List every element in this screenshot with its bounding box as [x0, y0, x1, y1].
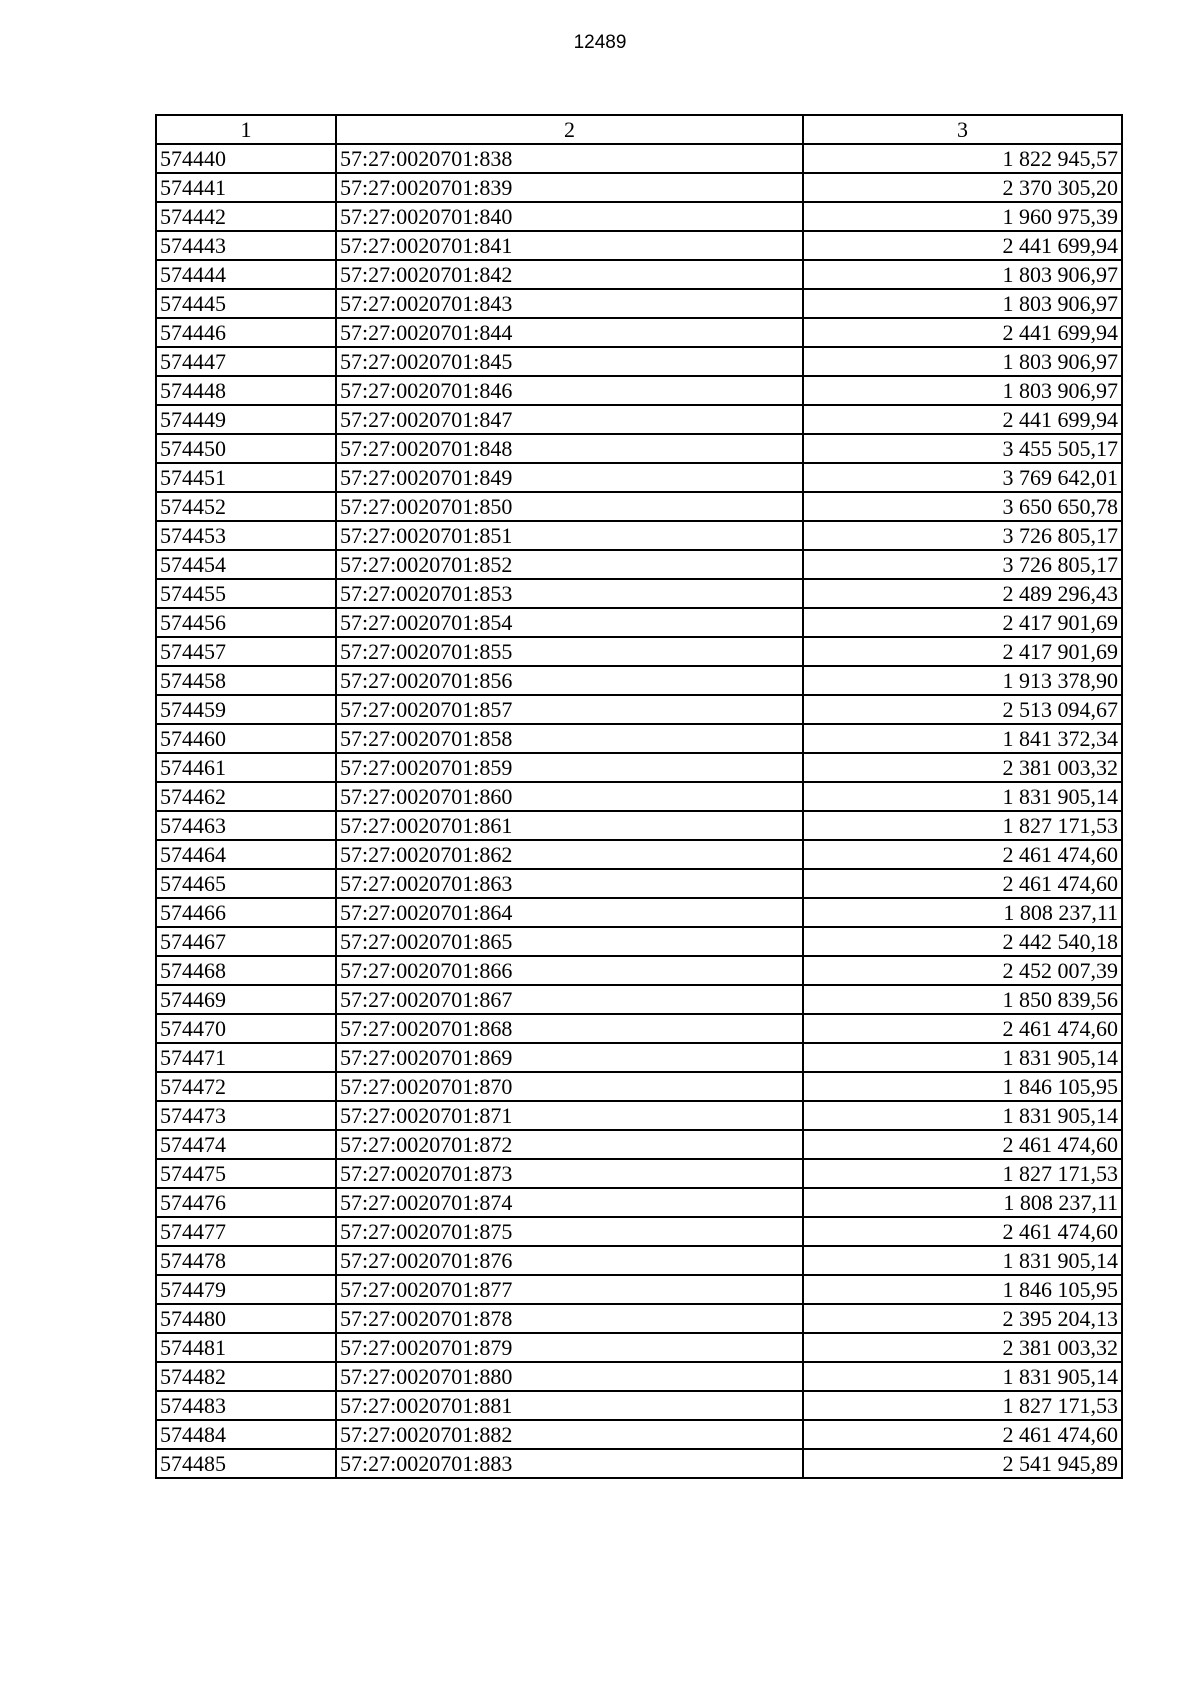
cadastral-number-cell: 57:27:0020701:870: [336, 1072, 803, 1101]
cadastral-number-cell: 57:27:0020701:869: [336, 1043, 803, 1072]
record-number-cell: 574459: [156, 695, 336, 724]
value-cell: 1 803 906,97: [803, 376, 1122, 405]
table-row: [156, 1072, 1122, 1101]
value-cell: 1 960 975,39: [803, 202, 1122, 231]
table-row: [156, 231, 1122, 260]
value-cell: 1 831 905,14: [803, 782, 1122, 811]
table-row: [156, 347, 1122, 376]
table-row: [156, 260, 1122, 289]
cadastral-number-cell: 57:27:0020701:865: [336, 927, 803, 956]
cadastral-number-cell: 57:27:0020701:863: [336, 869, 803, 898]
record-number-cell: 574441: [156, 173, 336, 202]
table-row: [156, 405, 1122, 434]
table-row: [156, 376, 1122, 405]
cadastral-number-cell: 57:27:0020701:842: [336, 260, 803, 289]
table-row: [156, 289, 1122, 318]
record-number-cell: 574471: [156, 1043, 336, 1072]
value-cell: 2 489 296,43: [803, 579, 1122, 608]
cadastral-number-cell: 57:27:0020701:860: [336, 782, 803, 811]
cadastral-number-cell: 57:27:0020701:868: [336, 1014, 803, 1043]
table-row: [156, 898, 1122, 927]
cadastral-number-cell: 57:27:0020701:882: [336, 1420, 803, 1449]
record-number-cell: 574482: [156, 1362, 336, 1391]
cadastral-number-cell: 57:27:0020701:878: [336, 1304, 803, 1333]
cadastral-number-cell: 57:27:0020701:880: [336, 1362, 803, 1391]
value-cell: 2 381 003,32: [803, 753, 1122, 782]
value-cell: 2 417 901,69: [803, 608, 1122, 637]
record-number-cell: 574473: [156, 1101, 336, 1130]
value-cell: 3 769 642,01: [803, 463, 1122, 492]
column-header-1: 1: [156, 115, 336, 144]
table-row: [156, 434, 1122, 463]
record-number-cell: 574483: [156, 1391, 336, 1420]
table-row: [156, 579, 1122, 608]
value-cell: 2 513 094,67: [803, 695, 1122, 724]
record-number-cell: 574453: [156, 521, 336, 550]
cadastral-number-cell: 57:27:0020701:877: [336, 1275, 803, 1304]
value-cell: 1 841 372,34: [803, 724, 1122, 753]
record-number-cell: 574451: [156, 463, 336, 492]
table-row: [156, 985, 1122, 1014]
record-number-cell: 574474: [156, 1130, 336, 1159]
column-header-3: 3: [803, 115, 1122, 144]
value-cell: 3 726 805,17: [803, 521, 1122, 550]
cadastral-number-cell: 57:27:0020701:864: [336, 898, 803, 927]
record-number-cell: 574484: [156, 1420, 336, 1449]
cadastral-number-cell: 57:27:0020701:861: [336, 811, 803, 840]
table-row: [156, 637, 1122, 666]
value-cell: 2 417 901,69: [803, 637, 1122, 666]
value-cell: 2 395 204,13: [803, 1304, 1122, 1333]
table-row: [156, 1420, 1122, 1449]
value-cell: 2 381 003,32: [803, 1333, 1122, 1362]
record-number-cell: 574455: [156, 579, 336, 608]
record-number-cell: 574450: [156, 434, 336, 463]
value-cell: 1 808 237,11: [803, 898, 1122, 927]
cadastral-number-cell: 57:27:0020701:873: [336, 1159, 803, 1188]
table-row: [156, 1304, 1122, 1333]
cadastral-number-cell: 57:27:0020701:857: [336, 695, 803, 724]
record-number-cell: 574468: [156, 956, 336, 985]
table-row: [156, 144, 1122, 173]
table-row: [156, 1391, 1122, 1420]
record-number-cell: 574443: [156, 231, 336, 260]
table-row: [156, 1217, 1122, 1246]
cadastral-number-cell: 57:27:0020701:875: [336, 1217, 803, 1246]
value-cell: 2 461 474,60: [803, 1014, 1122, 1043]
record-number-cell: 574464: [156, 840, 336, 869]
value-cell: 1 846 105,95: [803, 1275, 1122, 1304]
cadastral-number-cell: 57:27:0020701:846: [336, 376, 803, 405]
value-cell: 2 370 305,20: [803, 173, 1122, 202]
table-row: [156, 550, 1122, 579]
cadastral-number-cell: 57:27:0020701:879: [336, 1333, 803, 1362]
table-row: [156, 1333, 1122, 1362]
value-cell: 3 650 650,78: [803, 492, 1122, 521]
record-number-cell: 574457: [156, 637, 336, 666]
table-row: [156, 202, 1122, 231]
registry-table: [155, 114, 1123, 1479]
cadastral-number-cell: 57:27:0020701:856: [336, 666, 803, 695]
record-number-cell: 574454: [156, 550, 336, 579]
table-row: [156, 666, 1122, 695]
table-row: [156, 1275, 1122, 1304]
table-row: [156, 1159, 1122, 1188]
value-cell: 2 441 699,94: [803, 231, 1122, 260]
table-row: [156, 492, 1122, 521]
value-cell: 2 461 474,60: [803, 840, 1122, 869]
cadastral-number-cell: 57:27:0020701:866: [336, 956, 803, 985]
value-cell: 1 803 906,97: [803, 260, 1122, 289]
cadastral-number-cell: 57:27:0020701:845: [336, 347, 803, 376]
value-cell: 1 808 237,11: [803, 1188, 1122, 1217]
cadastral-number-cell: 57:27:0020701:881: [336, 1391, 803, 1420]
table-row: [156, 927, 1122, 956]
value-cell: 1 831 905,14: [803, 1043, 1122, 1072]
value-cell: 2 441 699,94: [803, 405, 1122, 434]
record-number-cell: 574458: [156, 666, 336, 695]
record-number-cell: 574460: [156, 724, 336, 753]
record-number-cell: 574481: [156, 1333, 336, 1362]
table-row: [156, 1130, 1122, 1159]
table-row: [156, 1449, 1122, 1478]
value-cell: 1 846 105,95: [803, 1072, 1122, 1101]
table-row: [156, 463, 1122, 492]
table-row: [156, 608, 1122, 637]
record-number-cell: 574447: [156, 347, 336, 376]
value-cell: 2 441 699,94: [803, 318, 1122, 347]
cadastral-number-cell: 57:27:0020701:843: [336, 289, 803, 318]
cadastral-number-cell: 57:27:0020701:855: [336, 637, 803, 666]
record-number-cell: 574462: [156, 782, 336, 811]
table-row: [156, 724, 1122, 753]
record-number-cell: 574469: [156, 985, 336, 1014]
record-number-cell: 574440: [156, 144, 336, 173]
record-number-cell: 574478: [156, 1246, 336, 1275]
table-row: [156, 869, 1122, 898]
table-row: [156, 695, 1122, 724]
cadastral-number-cell: 57:27:0020701:872: [336, 1130, 803, 1159]
record-number-cell: 574445: [156, 289, 336, 318]
table-row: [156, 811, 1122, 840]
value-cell: 2 442 540,18: [803, 927, 1122, 956]
record-number-cell: 574479: [156, 1275, 336, 1304]
table-body: [156, 144, 1122, 1478]
cadastral-number-cell: 57:27:0020701:874: [336, 1188, 803, 1217]
record-number-cell: 574480: [156, 1304, 336, 1333]
value-cell: 1 831 905,14: [803, 1246, 1122, 1275]
cadastral-number-cell: 57:27:0020701:851: [336, 521, 803, 550]
value-cell: 1 822 945,57: [803, 144, 1122, 173]
table-row: [156, 1101, 1122, 1130]
table-row: [156, 521, 1122, 550]
record-number-cell: 574463: [156, 811, 336, 840]
value-cell: 2 461 474,60: [803, 1420, 1122, 1449]
cadastral-number-cell: 57:27:0020701:849: [336, 463, 803, 492]
cadastral-number-cell: 57:27:0020701:867: [336, 985, 803, 1014]
record-number-cell: 574470: [156, 1014, 336, 1043]
value-cell: 1 850 839,56: [803, 985, 1122, 1014]
value-cell: 1 827 171,53: [803, 1391, 1122, 1420]
value-cell: 2 461 474,60: [803, 1130, 1122, 1159]
value-cell: 2 461 474,60: [803, 869, 1122, 898]
record-number-cell: 574465: [156, 869, 336, 898]
value-cell: 1 803 906,97: [803, 347, 1122, 376]
header-row: [156, 115, 1122, 144]
cadastral-number-cell: 57:27:0020701:840: [336, 202, 803, 231]
record-number-cell: 574467: [156, 927, 336, 956]
table-row: [156, 1362, 1122, 1391]
table-header: [156, 115, 1122, 144]
value-cell: 3 726 805,17: [803, 550, 1122, 579]
cadastral-number-cell: 57:27:0020701:852: [336, 550, 803, 579]
record-number-cell: 574456: [156, 608, 336, 637]
table-row: [156, 1043, 1122, 1072]
column-header-2: 2: [336, 115, 803, 144]
cadastral-number-cell: 57:27:0020701:854: [336, 608, 803, 637]
record-number-cell: 574472: [156, 1072, 336, 1101]
value-cell: 1 827 171,53: [803, 1159, 1122, 1188]
record-number-cell: 574475: [156, 1159, 336, 1188]
table-row: [156, 173, 1122, 202]
table-row: [156, 1014, 1122, 1043]
record-number-cell: 574466: [156, 898, 336, 927]
cadastral-number-cell: 57:27:0020701:848: [336, 434, 803, 463]
cadastral-number-cell: 57:27:0020701:841: [336, 231, 803, 260]
cadastral-number-cell: 57:27:0020701:838: [336, 144, 803, 173]
value-cell: 1 831 905,14: [803, 1101, 1122, 1130]
table-row: [156, 318, 1122, 347]
record-number-cell: 574452: [156, 492, 336, 521]
record-number-cell: 574446: [156, 318, 336, 347]
value-cell: 1 827 171,53: [803, 811, 1122, 840]
table-row: [156, 956, 1122, 985]
value-cell: 1 803 906,97: [803, 289, 1122, 318]
cadastral-number-cell: 57:27:0020701:853: [336, 579, 803, 608]
cadastral-number-cell: 57:27:0020701:858: [336, 724, 803, 753]
record-number-cell: 574448: [156, 376, 336, 405]
table-row: [156, 782, 1122, 811]
cadastral-number-cell: 57:27:0020701:871: [336, 1101, 803, 1130]
record-number-cell: 574477: [156, 1217, 336, 1246]
table-row: [156, 1188, 1122, 1217]
table-row: [156, 753, 1122, 782]
value-cell: 1 913 378,90: [803, 666, 1122, 695]
table-row: [156, 1246, 1122, 1275]
value-cell: 3 455 505,17: [803, 434, 1122, 463]
record-number-cell: 574461: [156, 753, 336, 782]
record-number-cell: 574476: [156, 1188, 336, 1217]
cadastral-number-cell: 57:27:0020701:862: [336, 840, 803, 869]
value-cell: 1 831 905,14: [803, 1362, 1122, 1391]
record-number-cell: 574485: [156, 1449, 336, 1478]
value-cell: 2 452 007,39: [803, 956, 1122, 985]
cadastral-number-cell: 57:27:0020701:844: [336, 318, 803, 347]
table-row: [156, 840, 1122, 869]
record-number-cell: 574449: [156, 405, 336, 434]
value-cell: 2 541 945,89: [803, 1449, 1122, 1478]
record-number-cell: 574444: [156, 260, 336, 289]
value-cell: 2 461 474,60: [803, 1217, 1122, 1246]
cadastral-number-cell: 57:27:0020701:839: [336, 173, 803, 202]
record-number-cell: 574442: [156, 202, 336, 231]
cadastral-number-cell: 57:27:0020701:876: [336, 1246, 803, 1275]
cadastral-number-cell: 57:27:0020701:847: [336, 405, 803, 434]
cadastral-number-cell: 57:27:0020701:883: [336, 1449, 803, 1478]
cadastral-number-cell: 57:27:0020701:859: [336, 753, 803, 782]
page-number: 12489: [573, 32, 627, 53]
cadastral-number-cell: 57:27:0020701:850: [336, 492, 803, 521]
